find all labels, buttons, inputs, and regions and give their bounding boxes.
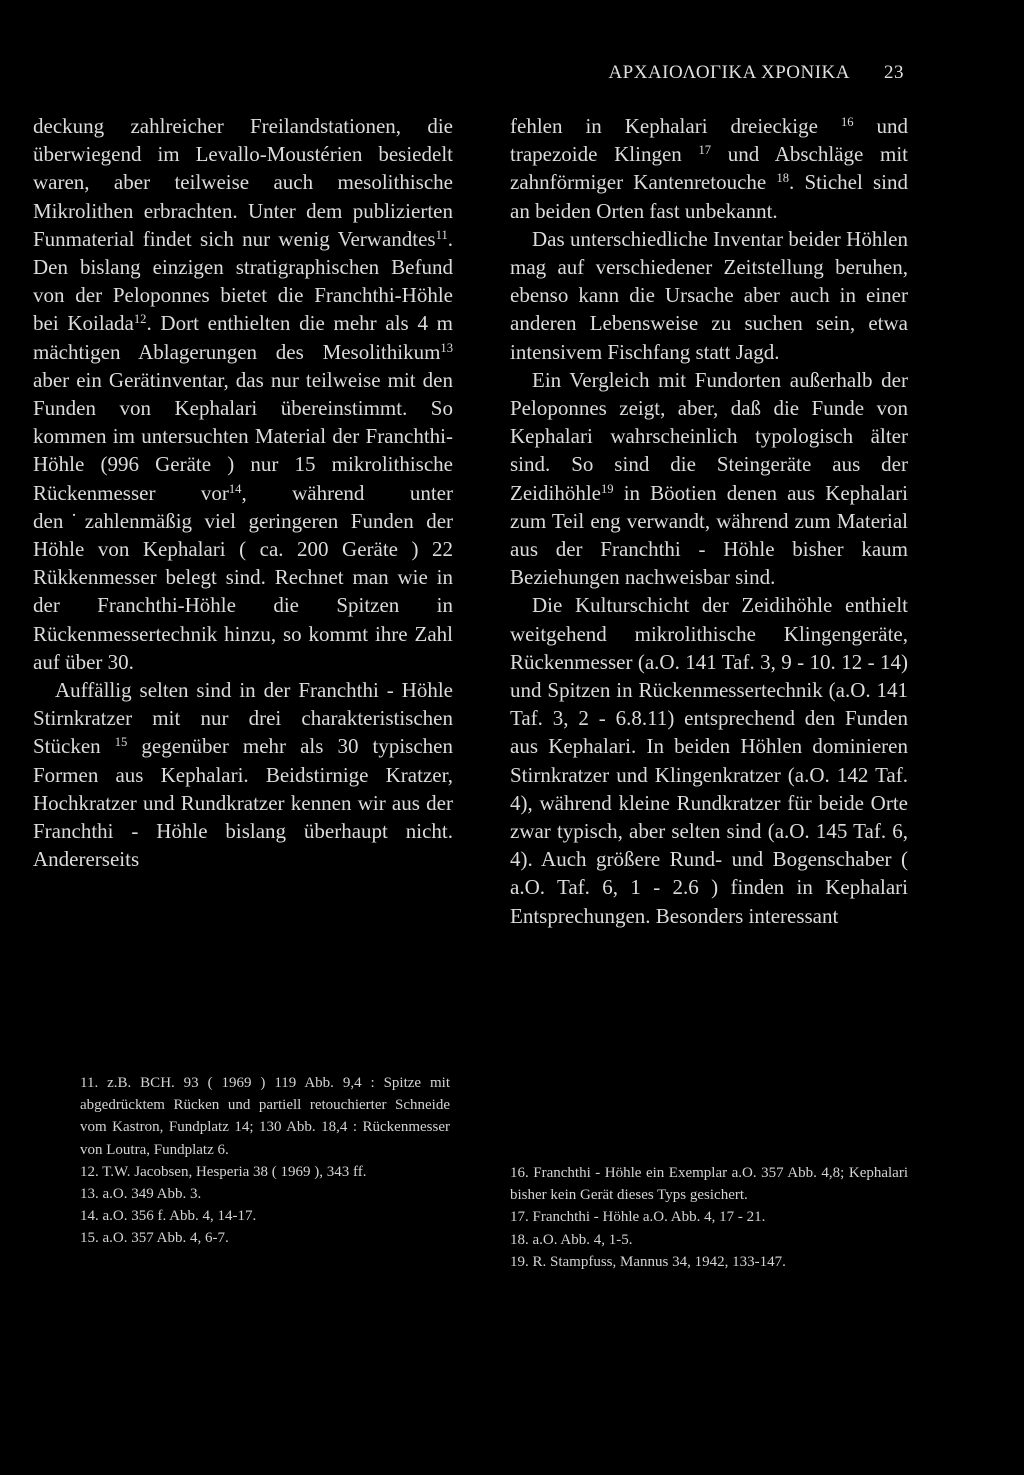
journal-title: ΑΡΧΑΙΟΛΟΓΙΚΑ ΧΡΟΝΙΚΑ xyxy=(608,62,850,83)
footnotes-left xyxy=(80,1072,450,1250)
footnote-11: 11. z.B. BCH. 93 ( 1969 ) 119 Abb. 9,4 : Spitze mit abgedrücktem Rücken und partiell retouchierter Schneide vom Kastron, Fundplatz 14; 130 Abb. 18,4 : Rückenmesser von Loutra, Fundplatz 6. xyxy=(80,1075,450,1158)
footnotes-right xyxy=(510,1162,908,1273)
footnote-ref-13: 13 xyxy=(440,340,453,355)
footnote-ref-11: 11 xyxy=(435,227,448,242)
footnote-12: 12. T.W. Jacobsen, Hesperia 38 ( 1969 ), 343 ff. xyxy=(80,1163,367,1180)
footnote-ref-16: 16 xyxy=(840,115,854,130)
left-paragraph-2: Auffällig selten sind in der Franchthi - Höhle Stirnkratzer mit nur drei charakteristischen Stücken $^{15}$ gegenüber mehr als 30 typischen Formen aus Kephalari. Beidstirnige Kratzer, Hochkratzer und Rundkratzer kennen wir aus der Franchthi - Höhle bislang überhaupt nicht. Andererseits xyxy=(33,678,454,872)
left-paragraph-1: deckung zahlreicher Freilandstationen, die überwiegend im Levallo-Moustérien besiedelt waren, aber teilweise auch mesolithische Mikrolithen erbrachten. Unter dem publizierten Funmaterial findet sich nur wenig Verwandtes$^{11}$. Den bislang einzigen stratigraphischen Befund von der Peloponnes bietet die Franchthi-Höhle bei Koilada$^{12}$. Dort enthielten die mehr als 4 m mächtigen Ablagerungen des Mesolithikum$^{13}$ aber ein Gerätinventar, das nur teilweise mit den Funden von Kephalari übereinstimmt. So kommen im untersuchten Material der Franchthi-Höhle (996 Geräte ) nur 15 mikrolithische Rückenmesser vor$^{14}$, während unter den˙zahlenmäßig viel geringeren Funden der Höhle von Kephalari ( ca. 200 Geräte ) 22 Rükkenmesser belegt sind. Rechnet man wie in der Franchthi-Höhle die Spitzen in Rückenmessertechnik hinzu, so kommt ihre Zahl auf über 30. xyxy=(33,114,454,674)
right-paragraph-2: Das unterschiedliche Inventar beider Höhlen mag auf verschiedener Zeitstellung beruhen, ebenso kann die Ursache aber auch in einer anderen Lebensweise zu suchen sein, etwa intensivem Fischfang statt Jagd. xyxy=(510,226,908,364)
footnote-17: 17. Franchthi - Höhle a.O. Abb. 4, 17 - 21. xyxy=(510,1209,766,1226)
right-paragraph-4: Die Kulturschicht der Zeidihöhle enthielt weitgehend mikrolithische Klingengeräte, Rückenmesser (a.O. 141 Taf. 3, 9 - 10. 12 - 14) und Spitzen in Rückenmessertechnik (a.O. 141 Taf. 3, 2 - 6.8.11) entsprechend den Funden aus Kephalari. In beiden Höhlen dominieren Stirnkratzer und Klingenkratzer (a.O. 142 Taf. 4), während kleine Rundkratzer für beide Orte zwar typisch, aber selten sind (a.O. 145 Taf. 6, 4). Auch größere Rund- und Bogenschaber ( a.O. Taf. 6, 1 - 2.6 ) finden in Kephalari Entsprechungen. Besonders interessant xyxy=(510,593,908,928)
left-column xyxy=(33,112,453,873)
right-paragraph-1: fehlen in Kephalari dreieckige $^{16}$ und trapezoide Klingen $^{17}$ und Abschläge mit zahnförmiger Kantenretouche $^{18}$. Stichel sind an beiden Orten fast unbekannt. xyxy=(510,114,909,223)
right-column xyxy=(510,112,908,930)
footnote-ref-15: 15 xyxy=(114,735,128,750)
footnote-ref-18: 18 xyxy=(776,171,790,186)
footnote-ref-17: 17 xyxy=(698,143,712,158)
footnote-18: 18. a.O. Abb. 4, 1-5. xyxy=(510,1231,633,1248)
footnote-15: 15. a.O. 357 Abb. 4, 6-7. xyxy=(80,1230,229,1247)
footnote-19: 19. R. Stampfuss, Mannus 34, 1942, 133-147. xyxy=(510,1253,786,1270)
footnote-16: 16. Franchthi - Höhle ein Exemplar a.O. 357 Abb. 4,8; Kephalari bisher kein Gerät dieses Typs gesichert. xyxy=(510,1165,908,1204)
footnote-13: 13. a.O. 349 Abb. 3. xyxy=(80,1186,202,1203)
print-smudge: ˙ xyxy=(63,508,85,533)
page-number: 23 xyxy=(884,62,904,83)
footnote-ref-19: 19 xyxy=(600,481,614,496)
footnote-14: 14. a.O. 356 f. Abb. 4, 14-17. xyxy=(80,1208,257,1225)
running-header xyxy=(608,62,904,84)
footnote-ref-12: 12 xyxy=(133,312,147,327)
right-paragraph-3: Ein Vergleich mit Fundorten außerhalb der Peloponnes zeigt, aber, daß die Funde von Kephalari wahrscheinlich typologisch älter sind. So sind die Steingeräte aus der Zeidihöhle$^{19}$ in Böotien denen aus Kephalari zum Teil eng verwandt, während zum Material aus der Franchthi - Höhle bisher kaum Beziehungen nachweisbar sind. xyxy=(510,367,908,590)
footnote-ref-14: 14 xyxy=(228,481,242,496)
